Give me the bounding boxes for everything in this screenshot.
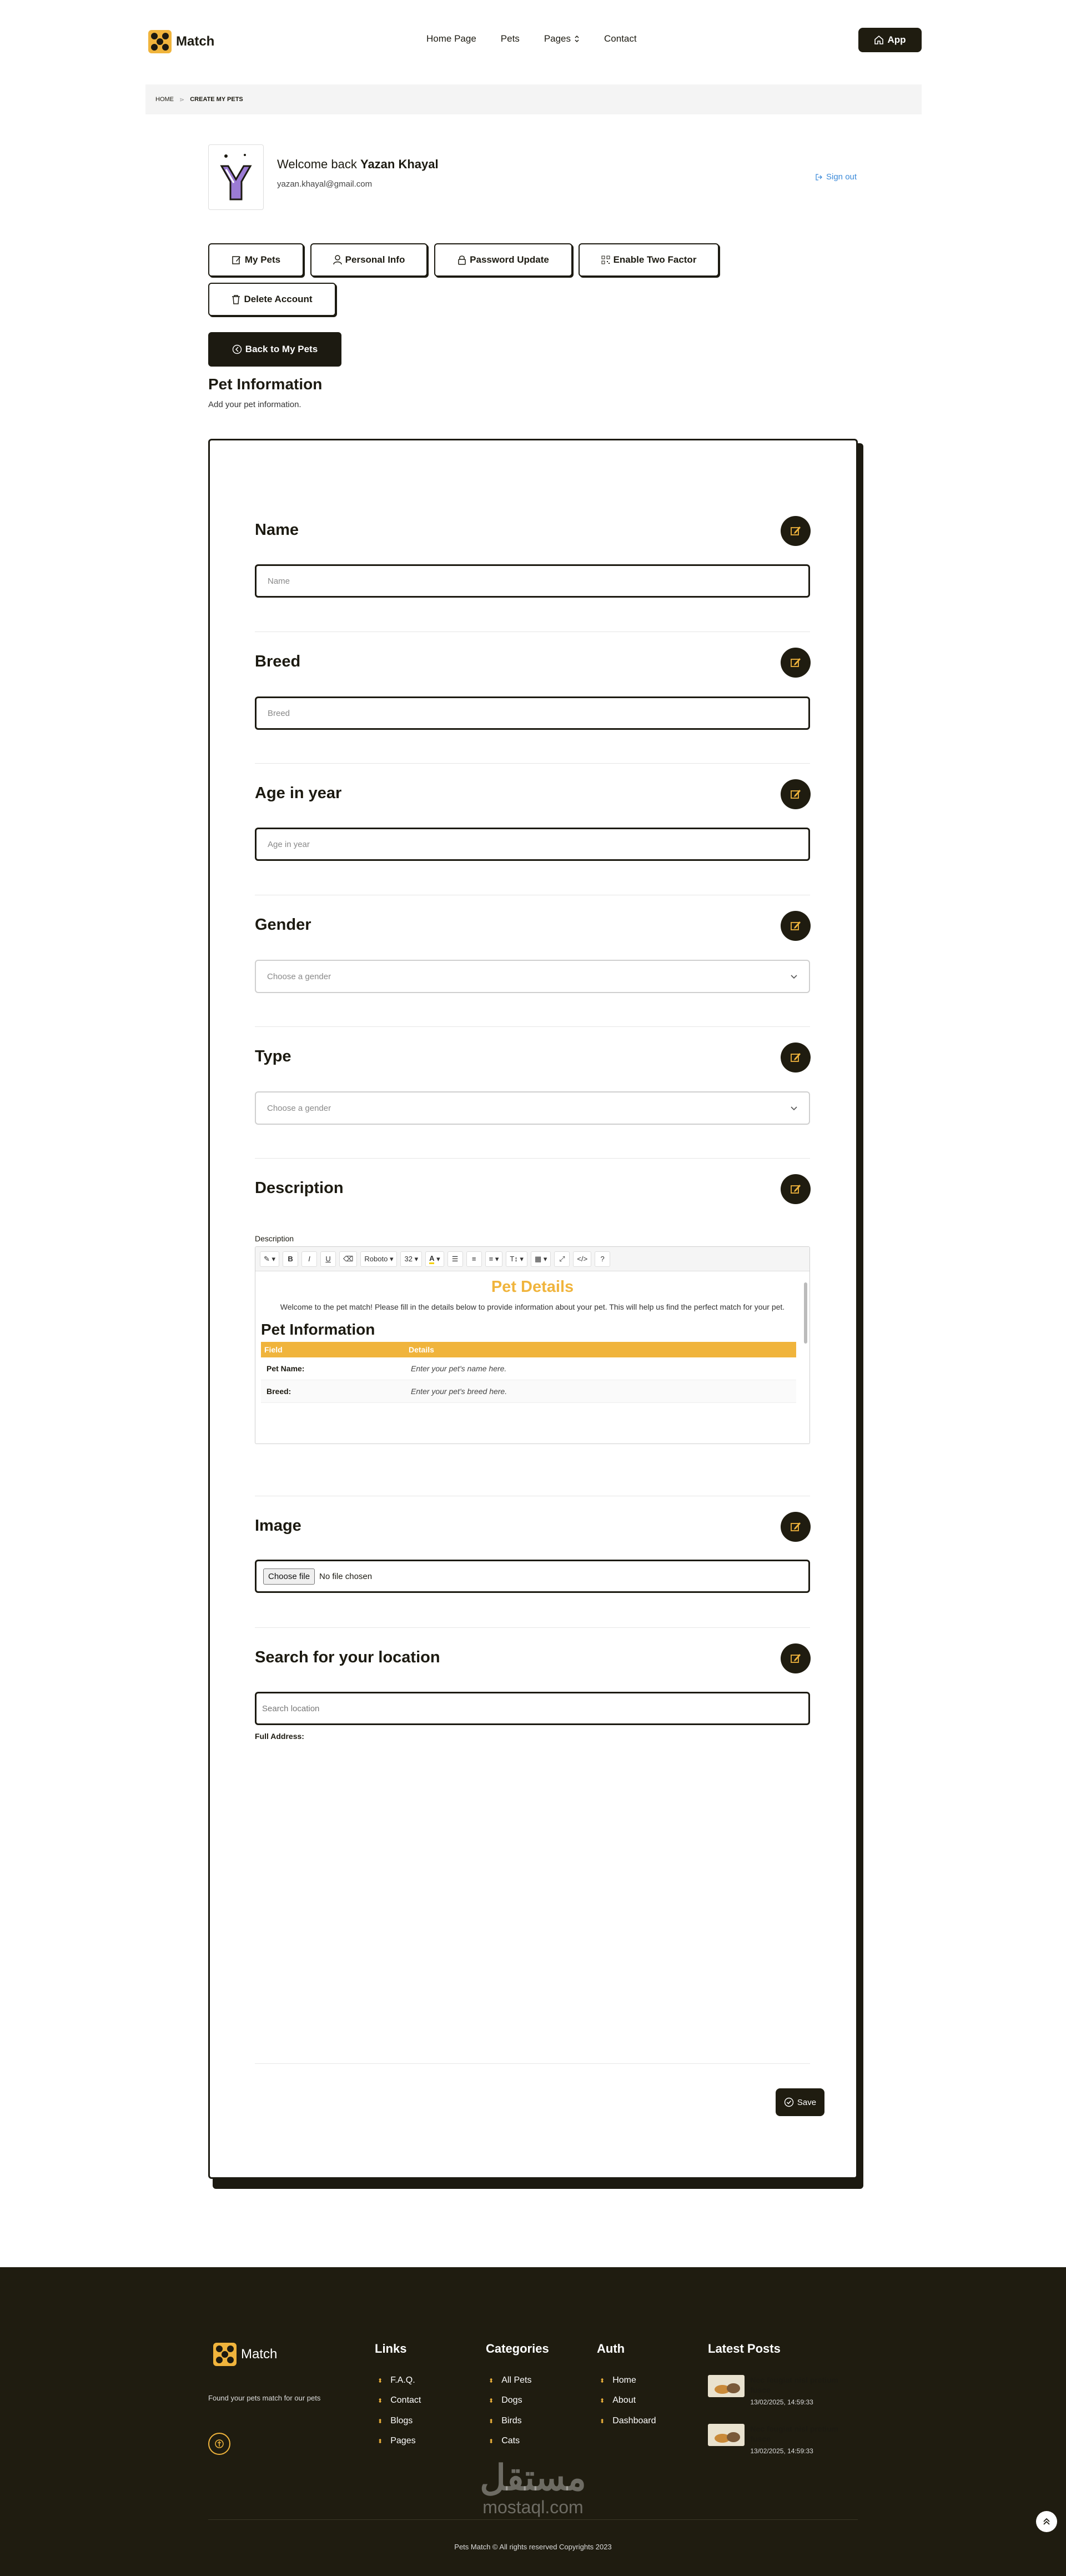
footer-link-label: F.A.Q.	[390, 2375, 415, 2385]
app-button[interactable]	[858, 28, 922, 52]
description-edit-button[interactable]	[781, 1174, 811, 1204]
help-icon[interactable]: ?	[595, 1251, 610, 1267]
footer-category-dogs[interactable]	[489, 2395, 522, 2405]
footer-tagline: Found your pets match for our pets	[208, 2394, 321, 2402]
footer-link-label: Cats	[501, 2436, 520, 2445]
user-name: Yazan Khayal	[360, 157, 439, 171]
pencil-square-icon	[789, 1520, 802, 1533]
italic-icon[interactable]: I	[301, 1251, 317, 1267]
chevron-updown-icon: ⬍	[489, 2438, 494, 2445]
gender-select-value: Choose a gender	[267, 971, 331, 981]
footer-link-label: All Pets	[501, 2375, 532, 2385]
underline-icon[interactable]: U	[320, 1251, 336, 1267]
nav-home[interactable]: Home Page	[426, 33, 476, 44]
file-status: No file chosen	[319, 1571, 373, 1581]
pet-details-intro: Welcome to the pet match! Please fill in the details below to provide information about your pet. This will help us find the perfect match for your pet.	[280, 1302, 785, 1311]
gender-edit-button[interactable]	[781, 911, 811, 941]
footer-link-label: Dashboard	[612, 2416, 656, 2425]
user-icon	[333, 255, 342, 265]
line-height-icon[interactable]: T↕ ▾	[506, 1251, 527, 1267]
back-arrow-icon	[232, 344, 242, 354]
chevron-updown-icon: ⬍	[489, 2397, 494, 2404]
type-select-value: Choose a gender	[267, 1103, 331, 1113]
text-color-icon[interactable]: A ▾	[425, 1251, 444, 1267]
footer-links-title: Links	[375, 2342, 407, 2356]
ordered-list-icon[interactable]: ≡	[466, 1251, 482, 1267]
post-title: Nec feugiat nisl pretium fusce	[750, 2424, 839, 2443]
location-search-input[interactable]	[255, 1692, 810, 1725]
full-address-label: Full Address:	[255, 1732, 304, 1741]
tab-my-pets[interactable]	[208, 243, 304, 277]
footer-auth-about[interactable]	[600, 2395, 636, 2405]
edit-icon	[232, 255, 242, 265]
nav-pets[interactable]: Pets	[500, 33, 520, 44]
footer-link-label: Birds	[501, 2416, 522, 2425]
footer-categories-title: Categories	[486, 2342, 549, 2356]
breed-section-title: Breed	[255, 653, 301, 670]
avatar	[208, 144, 264, 210]
double-chevron-up-icon	[1042, 2517, 1052, 2527]
post-thumbnail	[708, 2424, 745, 2446]
footer-link-label: Home	[612, 2375, 636, 2385]
divider	[255, 2063, 810, 2064]
pet-information-heading: Pet Information	[261, 1321, 375, 1338]
pencil-square-icon	[789, 1182, 802, 1196]
footer-link-label: Contact	[390, 2395, 421, 2405]
style-dropdown-icon[interactable]: ✎ ▾	[260, 1251, 279, 1267]
image-file-input[interactable]	[255, 1560, 810, 1593]
footer-link-label: Blogs	[390, 2416, 413, 2425]
sign-out-label: Sign out	[826, 172, 857, 182]
location-edit-button[interactable]	[781, 1643, 811, 1673]
description-label: Description	[255, 1234, 294, 1243]
name-input[interactable]	[255, 564, 810, 598]
chevron-updown-icon: ⬍	[489, 2377, 494, 2384]
footer-category-all-pets[interactable]	[489, 2375, 531, 2385]
social-icon[interactable]	[208, 2433, 230, 2455]
editor-scrollbar[interactable]	[803, 1276, 808, 1437]
chevron-updown-icon: ⬍	[600, 2377, 605, 2384]
nav-contact[interactable]: Contact	[604, 33, 637, 44]
footer-auth-title: Auth	[597, 2342, 625, 2356]
save-button-label: Save	[797, 2097, 817, 2107]
divider	[255, 1627, 810, 1628]
chevron-down-icon	[790, 974, 798, 979]
table-icon[interactable]: ▦ ▾	[531, 1251, 551, 1267]
watermark-url: mostaql.com	[482, 2497, 584, 2517]
table-cell-detail: Enter your pet's breed here.	[405, 1380, 796, 1403]
pencil-square-icon	[789, 788, 802, 801]
footer-logo[interactable]	[212, 2342, 277, 2367]
tab-my-pets-label: My Pets	[244, 254, 281, 265]
page-title: Pet Information	[208, 375, 323, 393]
welcome-text	[277, 157, 439, 172]
tab-password-update-label: Password Update	[470, 254, 549, 265]
table-row	[261, 1357, 796, 1380]
pet-details-heading: Pet Details	[491, 1278, 574, 1296]
app-button-label: App	[887, 34, 906, 45]
logo-text: Match	[176, 34, 215, 49]
table-cell-field: Breed:	[261, 1380, 405, 1403]
rich-text-editor[interactable]	[255, 1246, 810, 1444]
bold-icon[interactable]: B	[283, 1251, 298, 1267]
font-size-value: 32	[404, 1255, 413, 1263]
latest-post-item[interactable]	[708, 2424, 852, 2455]
pencil-square-icon	[789, 1051, 802, 1064]
check-circle-icon	[784, 2097, 794, 2107]
logo-icon	[147, 29, 173, 54]
footer-link-label: About	[612, 2395, 636, 2405]
main-nav	[426, 33, 637, 44]
avatar-icon	[214, 149, 258, 205]
name-placeholder: Name	[268, 576, 290, 586]
footer-link-label: Dogs	[501, 2395, 522, 2405]
copyright: Pets Match © All rights reserved Copyrights 2023	[454, 2543, 612, 2551]
gender-select[interactable]	[255, 960, 810, 993]
trash-icon	[232, 294, 240, 304]
post-thumbnail	[708, 2375, 745, 2397]
table-row	[261, 1380, 796, 1403]
table-cell-detail: Enter your pet's name here.	[405, 1357, 796, 1380]
footer-divider	[208, 2519, 858, 2520]
breadcrumb-home[interactable]: HOME	[155, 96, 174, 103]
watermark-arabic: مستقل	[480, 2458, 586, 2498]
chevron-updown-icon: ⬍	[600, 2418, 605, 2425]
unordered-list-icon[interactable]: ☰	[447, 1251, 463, 1267]
age-edit-button[interactable]	[781, 779, 811, 809]
breed-input[interactable]	[255, 696, 810, 730]
user-email: yazan.khayal@gmail.com	[277, 179, 373, 189]
breadcrumb	[145, 84, 922, 114]
chevron-updown-icon	[574, 34, 580, 43]
editor-content[interactable]	[255, 1271, 809, 1442]
social-link-icon	[214, 2439, 224, 2449]
table-cell-field: Pet Name:	[261, 1357, 405, 1380]
footer-link-pages[interactable]	[378, 2436, 416, 2446]
chevron-updown-icon: ⬍	[378, 2397, 383, 2404]
tab-two-factor-label: Enable Two Factor	[613, 254, 697, 265]
chevron-updown-icon: ⬍	[489, 2418, 494, 2425]
tab-delete-account-label: Delete Account	[244, 294, 313, 304]
sign-out-icon	[815, 173, 823, 181]
chevron-updown-icon: ⬍	[378, 2418, 383, 2425]
pencil-square-icon	[789, 656, 802, 669]
footer-auth-dashboard[interactable]	[600, 2416, 656, 2426]
chevron-updown-icon: ⬍	[600, 2397, 605, 2404]
font-family-value: Roboto	[364, 1255, 388, 1263]
map-area[interactable]	[255, 1744, 810, 2055]
chevron-updown-icon: ⬍	[378, 2438, 383, 2445]
scroll-to-top-button[interactable]	[1036, 2511, 1057, 2532]
pet-info-table	[261, 1342, 796, 1403]
page-subtitle: Add your pet information.	[208, 400, 301, 409]
qr-code-icon	[601, 255, 610, 264]
nav-pages[interactable]	[544, 33, 580, 44]
font-size-select[interactable]: 32 ▾	[400, 1251, 422, 1267]
pencil-square-icon	[789, 1652, 802, 1665]
tab-personal-info[interactable]	[310, 243, 428, 277]
nav-pages-label: Pages	[544, 33, 571, 44]
sign-out-link[interactable]	[815, 172, 857, 182]
gender-section-title: Gender	[255, 916, 311, 934]
image-section-title: Image	[255, 1517, 301, 1535]
footer	[0, 2267, 1066, 2576]
breed-placeholder: Breed	[268, 708, 290, 718]
name-section-title: Name	[255, 521, 299, 539]
divider	[255, 1158, 810, 1159]
age-placeholder: Age in year	[268, 839, 310, 849]
editor-toolbar	[255, 1247, 809, 1271]
align-icon[interactable]: ≡ ▾	[485, 1251, 503, 1267]
font-family-select[interactable]: Roboto ▾	[360, 1251, 397, 1267]
post-date: 13/02/2025, 14:59:33	[750, 2398, 813, 2406]
footer-latest-posts-title: Latest Posts	[708, 2342, 781, 2356]
fullscreen-icon[interactable]: ⤢	[554, 1251, 570, 1267]
footer-link-contact[interactable]	[378, 2395, 421, 2405]
breed-edit-button[interactable]	[781, 648, 811, 678]
footer-link-faq[interactable]	[378, 2375, 415, 2385]
divider	[255, 763, 810, 764]
chevron-updown-icon: ⬍	[378, 2377, 383, 2384]
breadcrumb-current: CREATE MY PETS	[190, 96, 243, 103]
footer-category-cats[interactable]	[489, 2436, 520, 2446]
choose-file-button[interactable]: Choose file	[263, 1568, 315, 1585]
eraser-icon[interactable]: ⌫	[339, 1251, 357, 1267]
type-select[interactable]	[255, 1091, 810, 1125]
type-edit-button[interactable]	[781, 1043, 811, 1073]
post-date: 13/02/2025, 14:59:33	[750, 2447, 813, 2455]
footer-auth-home[interactable]	[600, 2375, 636, 2385]
age-section-title: Age in year	[255, 784, 342, 802]
pencil-square-icon	[789, 919, 802, 933]
location-placeholder: Search location	[262, 1703, 320, 1713]
divider	[255, 1026, 810, 1027]
welcome-prefix: Welcome back	[277, 157, 360, 171]
footer-link-label: Pages	[390, 2436, 416, 2445]
tab-delete-account[interactable]	[208, 283, 336, 316]
pencil-square-icon	[789, 524, 802, 538]
code-view-icon[interactable]: </>	[573, 1251, 591, 1267]
type-section-title: Type	[255, 1048, 291, 1065]
age-input[interactable]	[255, 828, 810, 861]
image-edit-button[interactable]	[781, 1512, 811, 1542]
footer-link-blogs[interactable]	[378, 2416, 413, 2426]
back-to-my-pets-button[interactable]	[208, 332, 341, 367]
footer-category-birds[interactable]	[489, 2416, 522, 2426]
breadcrumb-separator-icon: ⋗	[179, 96, 185, 103]
tab-two-factor[interactable]	[579, 243, 719, 277]
name-edit-button[interactable]	[781, 516, 811, 546]
lock-icon	[457, 255, 466, 265]
home-icon	[874, 35, 884, 45]
back-button-label: Back to My Pets	[245, 344, 318, 354]
table-header-details: Details	[405, 1342, 796, 1357]
watermark	[455, 2458, 611, 2518]
save-button[interactable]	[776, 2088, 824, 2116]
latest-post-item[interactable]	[708, 2375, 852, 2406]
table-header-field: Field	[261, 1342, 405, 1357]
tab-personal-info-label: Personal Info	[345, 254, 405, 265]
location-section-title: Search for your location	[255, 1648, 440, 1666]
description-section-title: Description	[255, 1179, 344, 1197]
tab-password-update[interactable]	[434, 243, 572, 277]
post-title: Nec feugiat nisl pretium fusce	[750, 2375, 839, 2394]
footer-logo-text: Match	[241, 2347, 278, 2362]
logo[interactable]	[147, 29, 214, 54]
logo-icon	[212, 2342, 238, 2367]
chevron-down-icon	[790, 1105, 798, 1111]
